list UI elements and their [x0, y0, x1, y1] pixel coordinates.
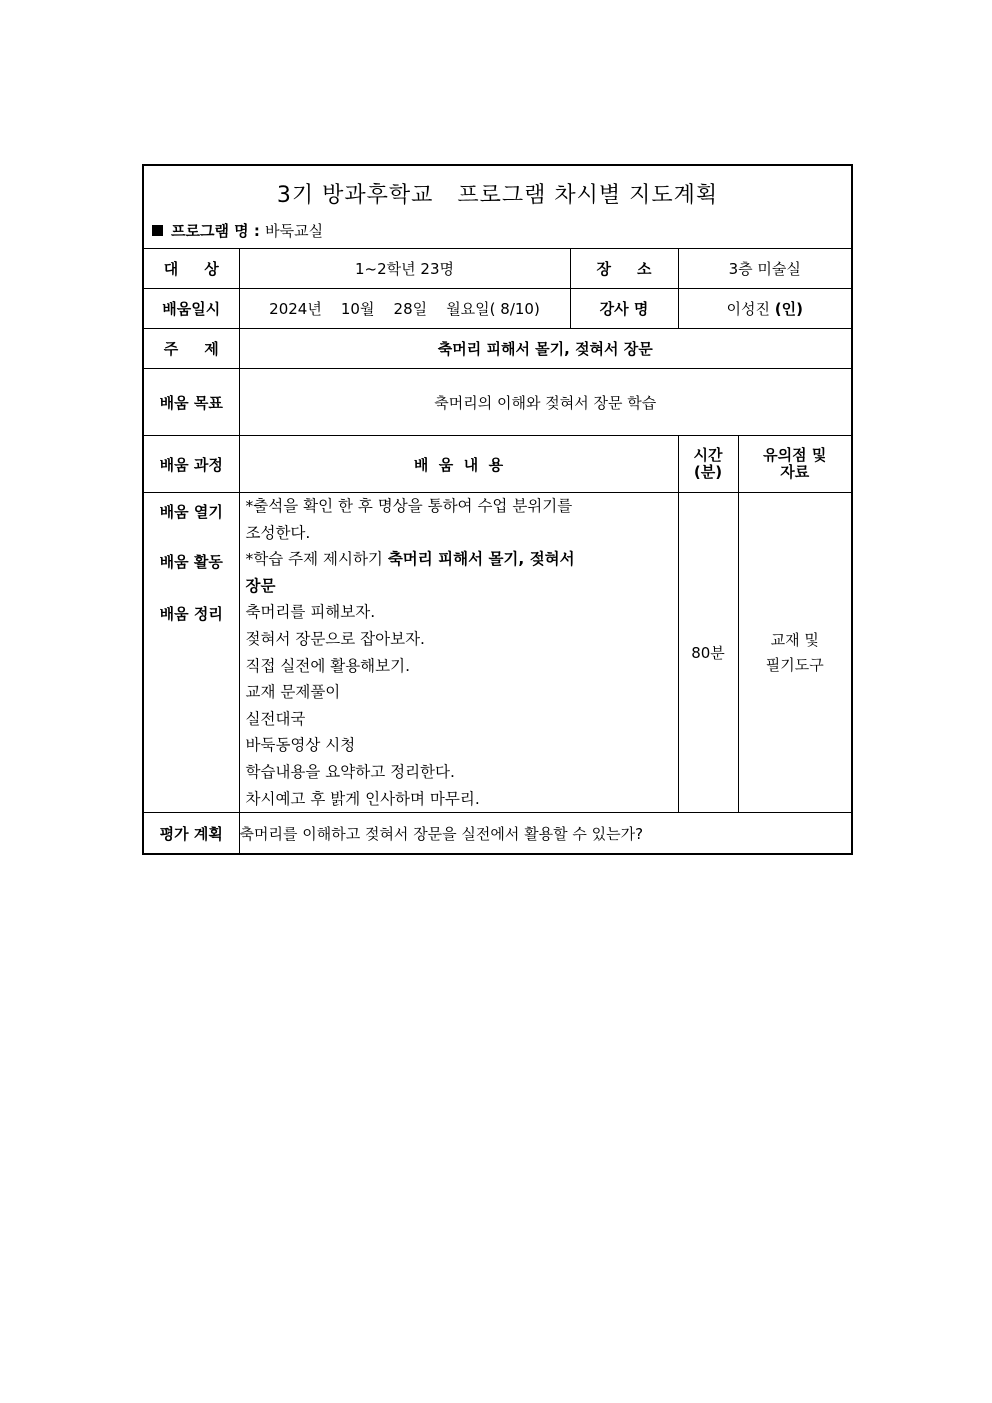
topic-value: 축머리 피해서 몰기, 젖혀서 장문: [239, 329, 852, 369]
content-line-7: 직접 실전에 활용해보기.: [245, 656, 411, 675]
content-line-3-prefix: *학습 주제 제시하기: [245, 550, 388, 569]
target-label: 대 상: [143, 249, 239, 289]
content-cell: [239, 493, 678, 813]
place-value: 3층 미술실: [678, 249, 852, 289]
teacher-seal: (인): [774, 300, 803, 318]
content-line-2: 조성한다.: [245, 523, 311, 542]
content-line-12: 차시예고 후 밝게 인사하며 마무리.: [245, 789, 480, 808]
content-header: 배 움 내 용: [239, 436, 678, 493]
evaluation-label: 평가 계획: [143, 813, 239, 855]
notes-header: [738, 436, 852, 493]
time-value: 80분: [678, 493, 738, 813]
square-bullet-icon: [152, 225, 163, 236]
content-line-9: 실전대국: [245, 709, 306, 728]
stage-activity: 배움 활동: [159, 553, 223, 571]
place-label: 장 소: [570, 249, 678, 289]
stage-opening: 배움 열기: [159, 503, 223, 521]
content-line-3: [246, 546, 672, 573]
target-value: 1~2학년 23명: [239, 249, 570, 289]
time-header-line2: (분): [693, 463, 723, 481]
notes-header-line2: 자료: [780, 463, 810, 481]
content-line-4: 장문: [245, 576, 276, 595]
stages-cell: [143, 493, 239, 813]
content-line-1: *출석을 확인 한 후 명상을 통하여 수업 분위기를: [245, 497, 573, 515]
content-line-11: 학습내용을 요약하고 정리한다.: [245, 762, 455, 781]
content-line-5: 축머리를 피해보자.: [245, 603, 376, 622]
content-line-10: 바둑동영상 시청: [245, 736, 356, 755]
program-name-label: 프로그램 명 :: [171, 222, 260, 240]
materials-line1: 교재 및: [770, 630, 819, 649]
stage-closing: 배움 정리: [159, 605, 223, 623]
notes-header-line1: 유의점 및: [763, 446, 827, 464]
process-header: 배움 과정: [143, 436, 239, 493]
materials-cell: [738, 493, 852, 813]
goal-value: 축머리의 이해와 젖혀서 장문 학습: [239, 369, 852, 436]
teacher-value: [678, 289, 852, 329]
evaluation-value: 축머리를 이해하고 젖혀서 장문을 실전에서 활용할 수 있는가?: [239, 813, 852, 855]
content-line-8: 교재 문제풀이: [245, 683, 341, 702]
content-line-6: 젖혀서 장문으로 잡아보자.: [245, 629, 425, 648]
program-name: [152, 220, 323, 241]
document-title: 3기 방과후학교 프로그램 차시별 지도계획: [276, 183, 719, 208]
date-value: 2024년 10월 28일 월요일( 8/10): [239, 289, 570, 329]
goal-label: 배움 목표: [143, 369, 239, 436]
teacher-name: 이성진: [726, 300, 771, 318]
time-header-line1: 시간: [693, 446, 723, 464]
topic-label: 주 제: [143, 329, 239, 369]
materials-line2: 필기도구: [765, 655, 824, 674]
lesson-plan-table: [142, 164, 853, 855]
program-name-value: 바둑교실: [265, 222, 324, 240]
teacher-label: 강사 명: [570, 289, 678, 329]
time-header: [678, 436, 738, 493]
title-cell: [143, 165, 852, 249]
date-label: 배움일시: [143, 289, 239, 329]
content-topic-emphasis: 축머리 피해서 몰기, 젖혀서: [387, 550, 575, 569]
